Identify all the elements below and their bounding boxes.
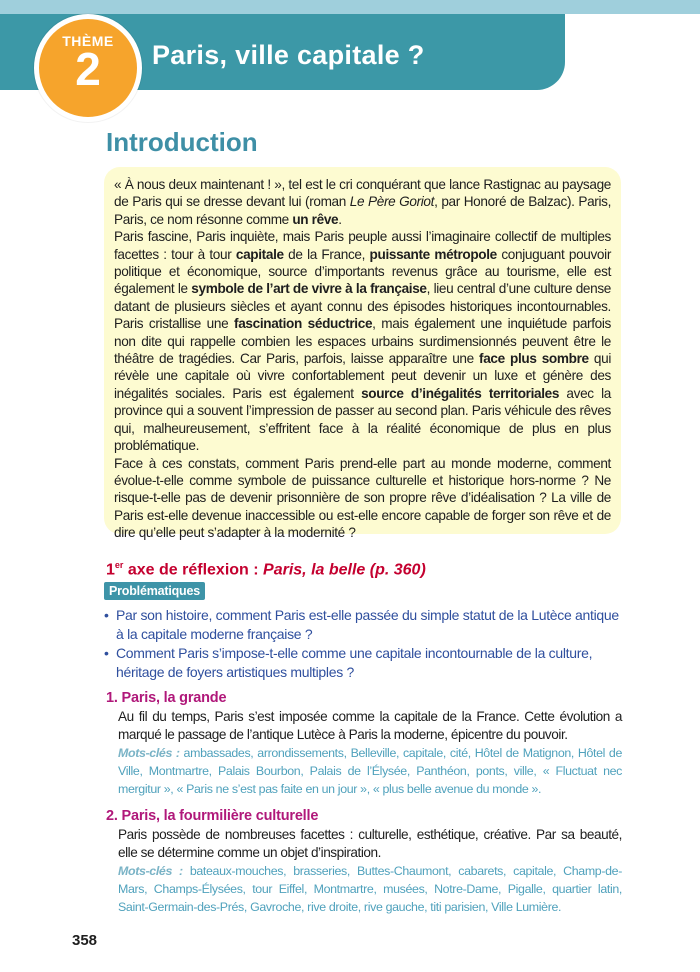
section-text: Au fil du temps, Paris s’est imposée comme la capitale de la France. Cette évolution a marqué le passage de l’antique Lutèce à Paris la moderne, épicentre du pouvoir. [118,709,622,742]
section-text: Paris possède de nombreuses facettes : culturelle, esthétique, créative. Par sa beauté, elle se détermine comme un objet d’inspiration. [118,827,622,860]
intro-paragraph-1: « À nous deux maintenant ! », tel est le cri conquérant que lance Rastignac au paysage de Paris qui se dresse devant lui (roman Le Père Goriot, par Honoré de Balzac). Paris, Paris, ce nom résonne comme un rêve. [114,177,612,227]
right-strip [565,14,700,90]
problem-item: • Comment Paris s’impose-t-elle comme une capitale incontournable de la culture, héritage de foyers artistiques multiples ? [104,644,624,682]
intro-paragraph-2: Paris fascine, Paris inquiète, mais Paris peuple aussi l’imaginaire collectif de multiples facettes : tour à tour capitale de la France, puissante métropole conjuguant pouvoir politique et économique, source d’importants revenus grâce au tourisme, elle est également le symbole de l’art de vivre à la française, lieu central d’une culture dense datant de plusieurs siècles et ayant connu des épisodes historiques incontournables. Paris cristallise une fascination séductrice, mais également une inquiétude parfois non dite qui rappelle combien les espaces urbains surdimensionnés peuvent être le théâtre de tragédies. Car Paris, parfois, laisse apparaître une face plus sombre qui révèle une capitale où vivre confortablement peut devenir un luxe et génère des inégalités sociales. Paris est également source d’inégalités territoriales avec la province qui a souvent l’impression de passer au second plan. Paris véhicule des rêves qui, malheureusement, s’effritent face à la réalité économique de plus en plus problématique. [114,229,611,454]
top-band [0,0,700,14]
axis-heading: 1er axe de réflexion : Paris, la belle (p. 360) [106,560,426,579]
page-number: 358 [72,932,98,949]
section-heading: 2. Paris, la fourmilière culturelle [106,808,319,824]
keywords: Mots-clés : bateaux-mouches, brasseries, Buttes-Chaumont, cabarets, capitale, Champ-de-Mars, Champs-Élysées, tour Eiffel, Montmartre, musées, Notre-Dame, Pigalle, quartier latin, Saint-Germain-des-Prés, Gavroche, rive droite, rive gauche, titi parisien, Ville Lumière. [118,864,622,914]
section-heading: 1. Paris, la grande [106,690,227,706]
theme-label: THÈME [62,33,114,49]
problematiques-tag: Problématiques [104,582,205,600]
chapter-title: Paris, ville capitale ? [152,40,425,70]
problem-item: • Par son histoire, comment Paris est-elle passée du simple statut de la Lutèce antique à la capitale moderne française ? [104,606,624,644]
theme-number: 2 [75,43,101,95]
intro-box [104,167,621,541]
intro-paragraph-3: Face à ces constats, comment Paris prend-elle part au monde moderne, comment évolue-t-elle comme symbole de puissance culturelle et historique hors-norme ? Ne risque-t-elle pas de devenir prisonnière de son propre rêve d’idéalisation ? La ville de Paris est-elle devenue inaccessible ou est-elle encore capable de forger son rêve et de dire qu’elle peut s’adapter à la modernité ? [114,455,611,541]
problem-list [104,606,624,682]
keywords: Mots-clés : ambassades, arrondissements, Belleville, capitale, cité, Hôtel de Matignon, Hôtel de Ville, Montmartre, Palais Bourbon, Palais de l’Élysée, Panthéon, ponts, ville, « Fluctuat nec mergitur », « Paris ne s’est pas faite en un jour », « plus belle avenue du monde ». [118,746,623,796]
intro-heading: Introduction [106,127,258,157]
theme-badge [34,14,142,122]
